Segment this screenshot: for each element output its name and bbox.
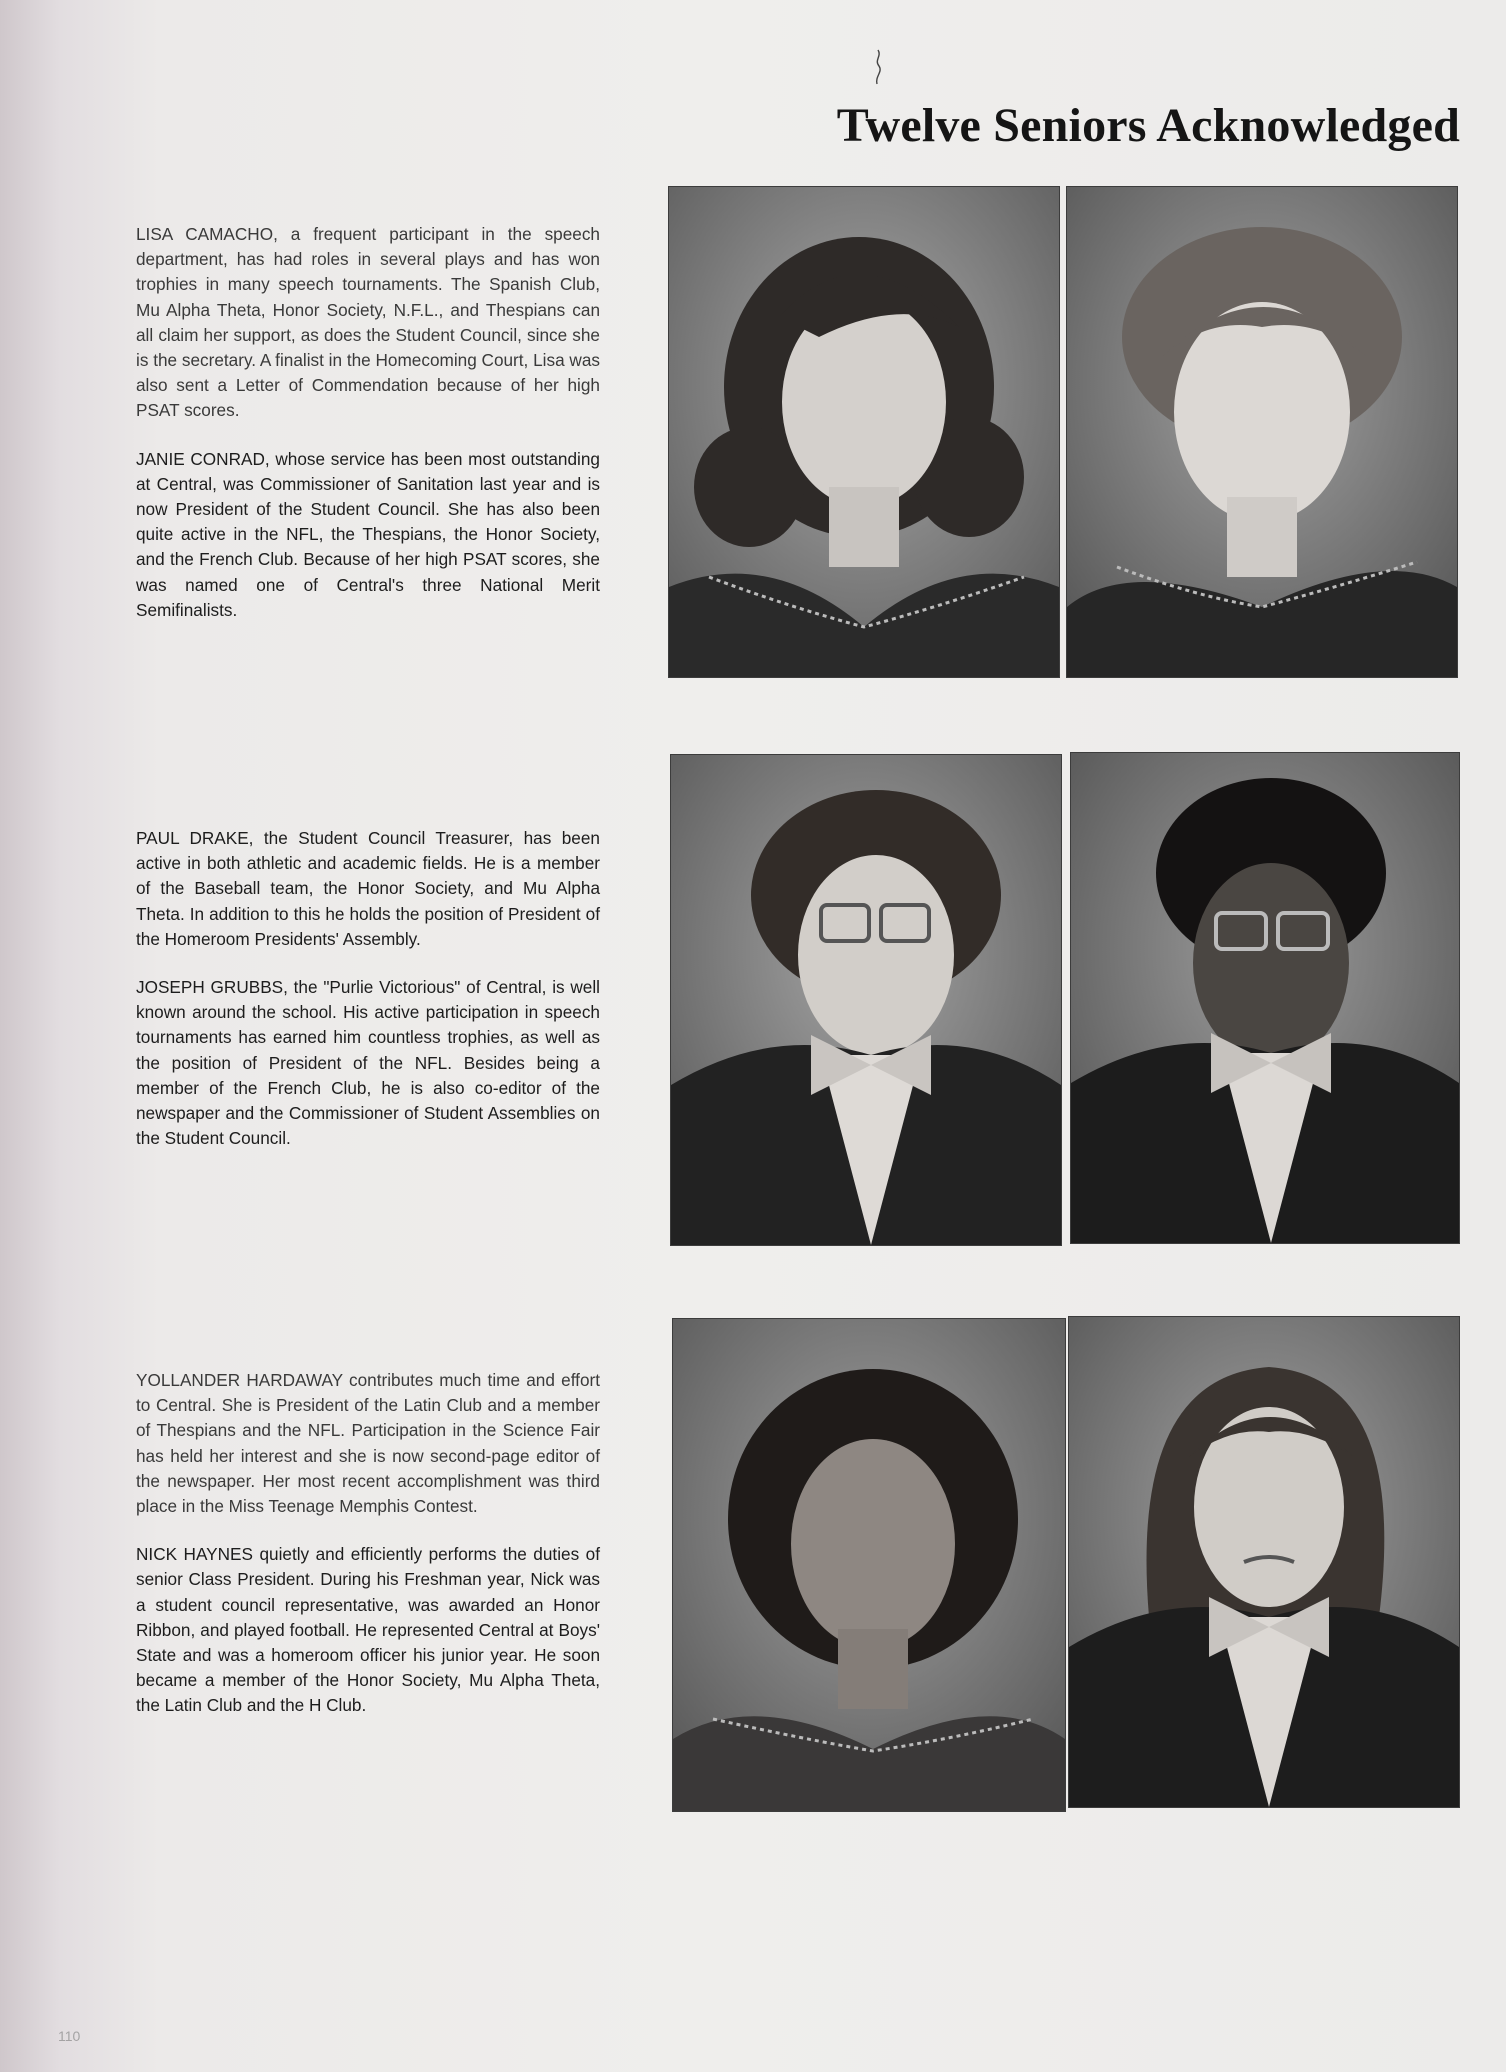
pen-mark bbox=[868, 48, 888, 90]
portrait-paul-drake bbox=[670, 754, 1062, 1246]
portrait-janie-conrad bbox=[1066, 186, 1458, 678]
portrait-nick-haynes bbox=[1068, 1316, 1460, 1808]
page-number: 110 bbox=[58, 2028, 81, 2044]
bio-section-2 bbox=[136, 826, 600, 1174]
page-title: Twelve Seniors Acknowledged bbox=[836, 99, 1460, 152]
portrait-lisa-camacho bbox=[668, 186, 1060, 678]
bio-section-3 bbox=[136, 1368, 600, 1742]
portrait-joseph-grubbs bbox=[1070, 752, 1460, 1244]
bio-janie-conrad: JANIE CONRAD, whose service has been most outstanding at Central, was Commissioner of Sanitation last year and is now President of the Student Council. She has also been quite active in the NFL, the Thespians, the Honor Society, and the French Club. Because of her high PSAT scores, she was named one of Central's three National Merit Semifinalists. bbox=[136, 448, 600, 620]
bio-joseph-grubbs: JOSEPH GRUBBS, the "Purlie Victorious" of Central, is well known around the school. His active participation in speech tournaments has earned him countless trophies, as well as the position of President of the NFL. Besides being a member of the French Club, he is also co-editor of the newspaper and the Commissioner of Student Assemblies on the Student Council. bbox=[136, 977, 600, 1149]
portrait-yollander-hardaway bbox=[672, 1318, 1066, 1812]
bio-yollander-hardaway: YOLLANDER HARDAWAY contributes much time and effort to Central. She is President of the Latin Club and a member of Thespians and the NFL. Participation in the Science Fair has held her interest and she is now second-page editor of the newspaper. Her most recent accomplishment was third place in the Miss Teenage Memphis Contest. bbox=[136, 1370, 600, 1517]
bio-paul-drake: PAUL DRAKE, the Student Council Treasurer, has been active in both athletic and academic fields. He is a member of the Baseball team, the Honor Society, and Mu Alpha Theta. In addition to this he holds the position of President of the Homeroom Presidents' Assembly. bbox=[136, 828, 600, 949]
bio-lisa-camacho: LISA CAMACHO, a frequent participant in the speech department, has had roles in several plays and has won trophies in many speech tournaments. The Spanish Club, Mu Alpha Theta, Honor Society, N.F.L., and Thespians can all claim her support, as does the Student Council, since she is the secretary. A finalist in the Homecoming Court, Lisa was also sent a Letter of Commendation because of her high PSAT scores. bbox=[136, 224, 600, 421]
bio-nick-haynes: NICK HAYNES quietly and efficiently performs the duties of senior Class President. During his Freshman year, Nick was a student council representative, was awarded an Honor Ribbon, and played football. He represented Central at Boys' State and was a homeroom officer his junior year. He soon became a member of the Honor Society, Mu Alpha Theta, the Latin Club and the H Club. bbox=[136, 1544, 600, 1716]
bio-section-1 bbox=[136, 222, 600, 646]
